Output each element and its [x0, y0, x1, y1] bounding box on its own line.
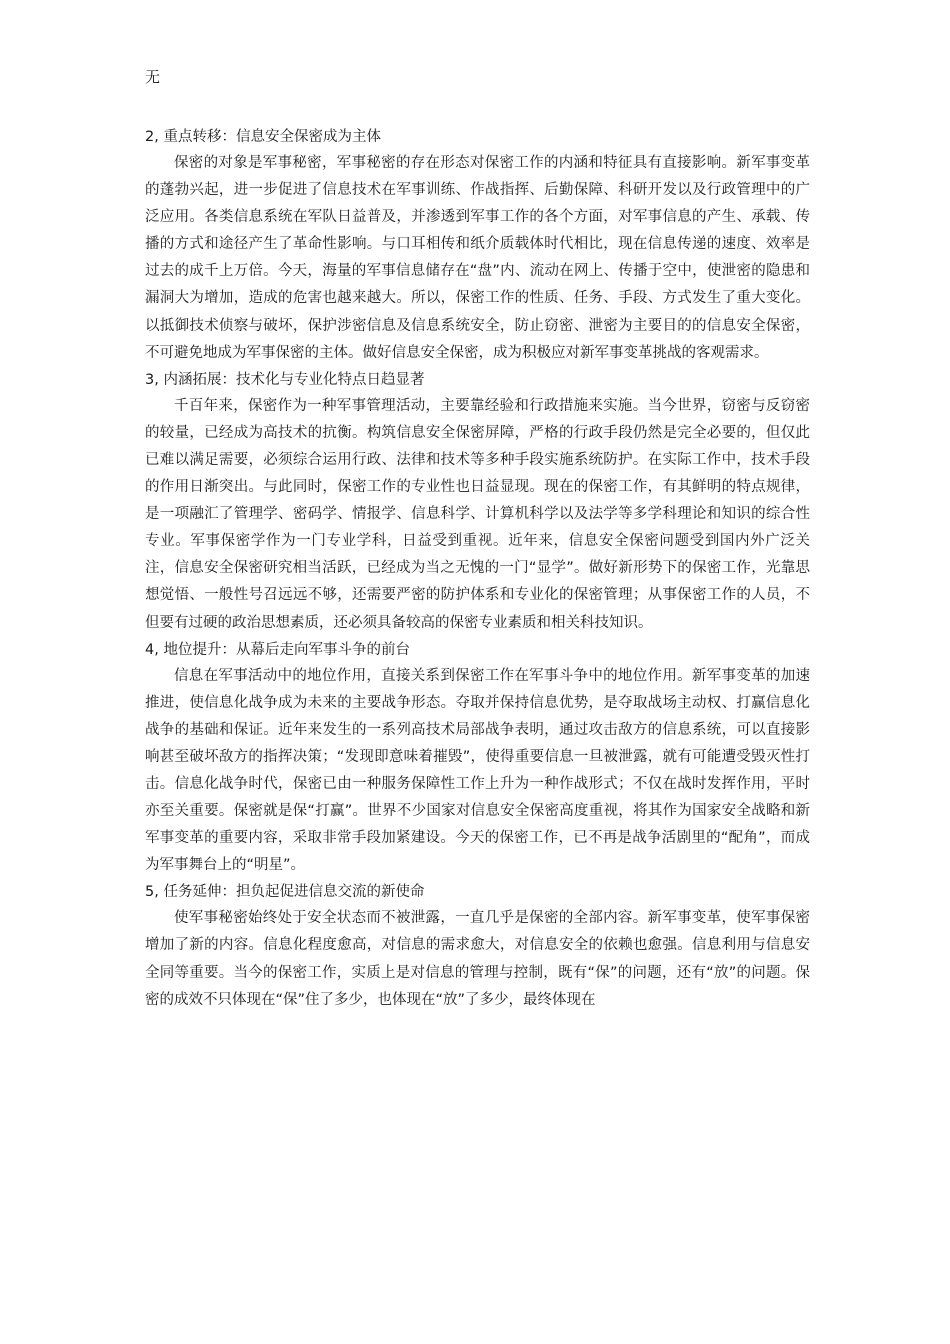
section-paragraph: 千百年来，保密作为一种军事管理活动，主要靠经验和行政措施来实施。当今世界，窃密与反窃密的较量，已经成为高技术的抗衡。构筑信息安全保密屏障，严格的行政手段仍然是完全必要的，但仅此已难以满足需要，必须综合运用行政、法律和技术等多种手段实施系统防护。在实际工作中，技术手段的作用日渐突出。与此同时，保密工作的专业性也日益显现。现在的保密工作，有其鲜明的特点规律，是一项融汇了管理学、密码学、情报学、信息科学、计算机科学以及法学等多学科理论和知识的综合性专业。军事保密学作为一门专业学科，日益受到重视。近年来，信息安全保密问题受到国内外广泛关注，信息安全保密研究相当活跃，已经成为当之无愧的一门“显学”。做好新形势下的保密工作，光靠思想觉悟、一般性号召远远不够，还需要严密的防护体系和专业化的保密管理；从事保密工作的人员，不但要有过硬的政治思想素质，还必须具备较高的保密专业素质和相关科技知识。: [145, 397, 810, 631]
section-heading: 5, 任务延伸：担负起促进信息交流的新使命: [145, 884, 425, 901]
section-paragraph: 信息在军事活动中的地位作用，直接关系到保密工作在军事斗争中的地位作用。新军事变革的加速推进，使信息化战争成为未来的主要战争形态。夺取并保持信息优势，是夺取战场主动权、打赢信息化战争的基础和保证。近年来发生的一系列高技术局部战争表明，通过攻击敌方的信息系统，可以直接影响甚至破坏敌方的指挥决策；“发现即意味着摧毁”，使得重要信息一旦被泄露，就有可能遭受毁灭性打击。信息化战争时代，保密已由一种服务保障性工作上升为一种作战形式；不仅在战时发挥作用，平时亦至关重要。保密就是保“打赢”。世界不少国家对信息安全保密高度重视，将其作为国家安全战略和新军事变革的重要内容，采取非常手段加紧建设。今天的保密工作，已不再是战争活剧里的“配角”，而成为军事舞台上的“明星”。: [145, 667, 810, 874]
section-heading: 2, 重点转移：信息安全保密成为主体: [145, 129, 381, 145]
section-heading: 3, 内涵拓展：技术化与专业化特点日趋显著: [145, 371, 425, 388]
section-5: [145, 879, 810, 1013]
section-4: [145, 637, 810, 880]
document-body: [145, 124, 810, 1014]
section-3: [145, 367, 810, 637]
section-2: [145, 124, 810, 367]
page-header-mark: 无: [145, 68, 161, 86]
section-paragraph: 保密的对象是军事秘密，军事秘密的存在形态对保密工作的内涵和特征具有直接影响。新军事变革的蓬勃兴起，进一步促进了信息技术在军事训练、作战指挥、后勤保障、科研开发以及行政管理中的广泛应用。各类信息系统在军队日益普及，并渗透到军事工作的各个方面，对军事信息的产生、承载、传播的方式和途径产生了革命性影响。与口耳相传和纸介质载体时代相比，现在信息传递的速度、效率是过去的成千上万倍。今天，海量的军事信息储存在“盘”内、流动在网上、传播于空中，使泄密的隐患和漏洞大为增加，造成的危害也越来越大。所以，保密工作的性质、任务、手段、方式发生了重大变化。以抵御技术侦察与破坏，保护涉密信息及信息系统安全，防止窃密、泄密为主要目的的信息安全保密，不可避免地成为军事保密的主体。做好信息安全保密，成为积极应对新军事变革挑战的客观需求。: [145, 155, 810, 361]
section-paragraph: 使军事秘密始终处于安全状态而不被泄露，一直几乎是保密的全部内容。新军事变革，使军事保密增加了新的内容。信息化程度愈高，对信息的需求愈大，对信息安全的依赖也愈强。信息利用与信息安全同等重要。当今的保密工作，实质上是对信息的管理与控制，既有“保”的问题，还有“放”的问题。保密的成效不只体现在“保”住了多少，也体现在“放”了多少，最终体现在: [145, 910, 810, 1008]
section-heading: 4, 地位提升：从幕后走向军事斗争的前台: [145, 641, 410, 658]
